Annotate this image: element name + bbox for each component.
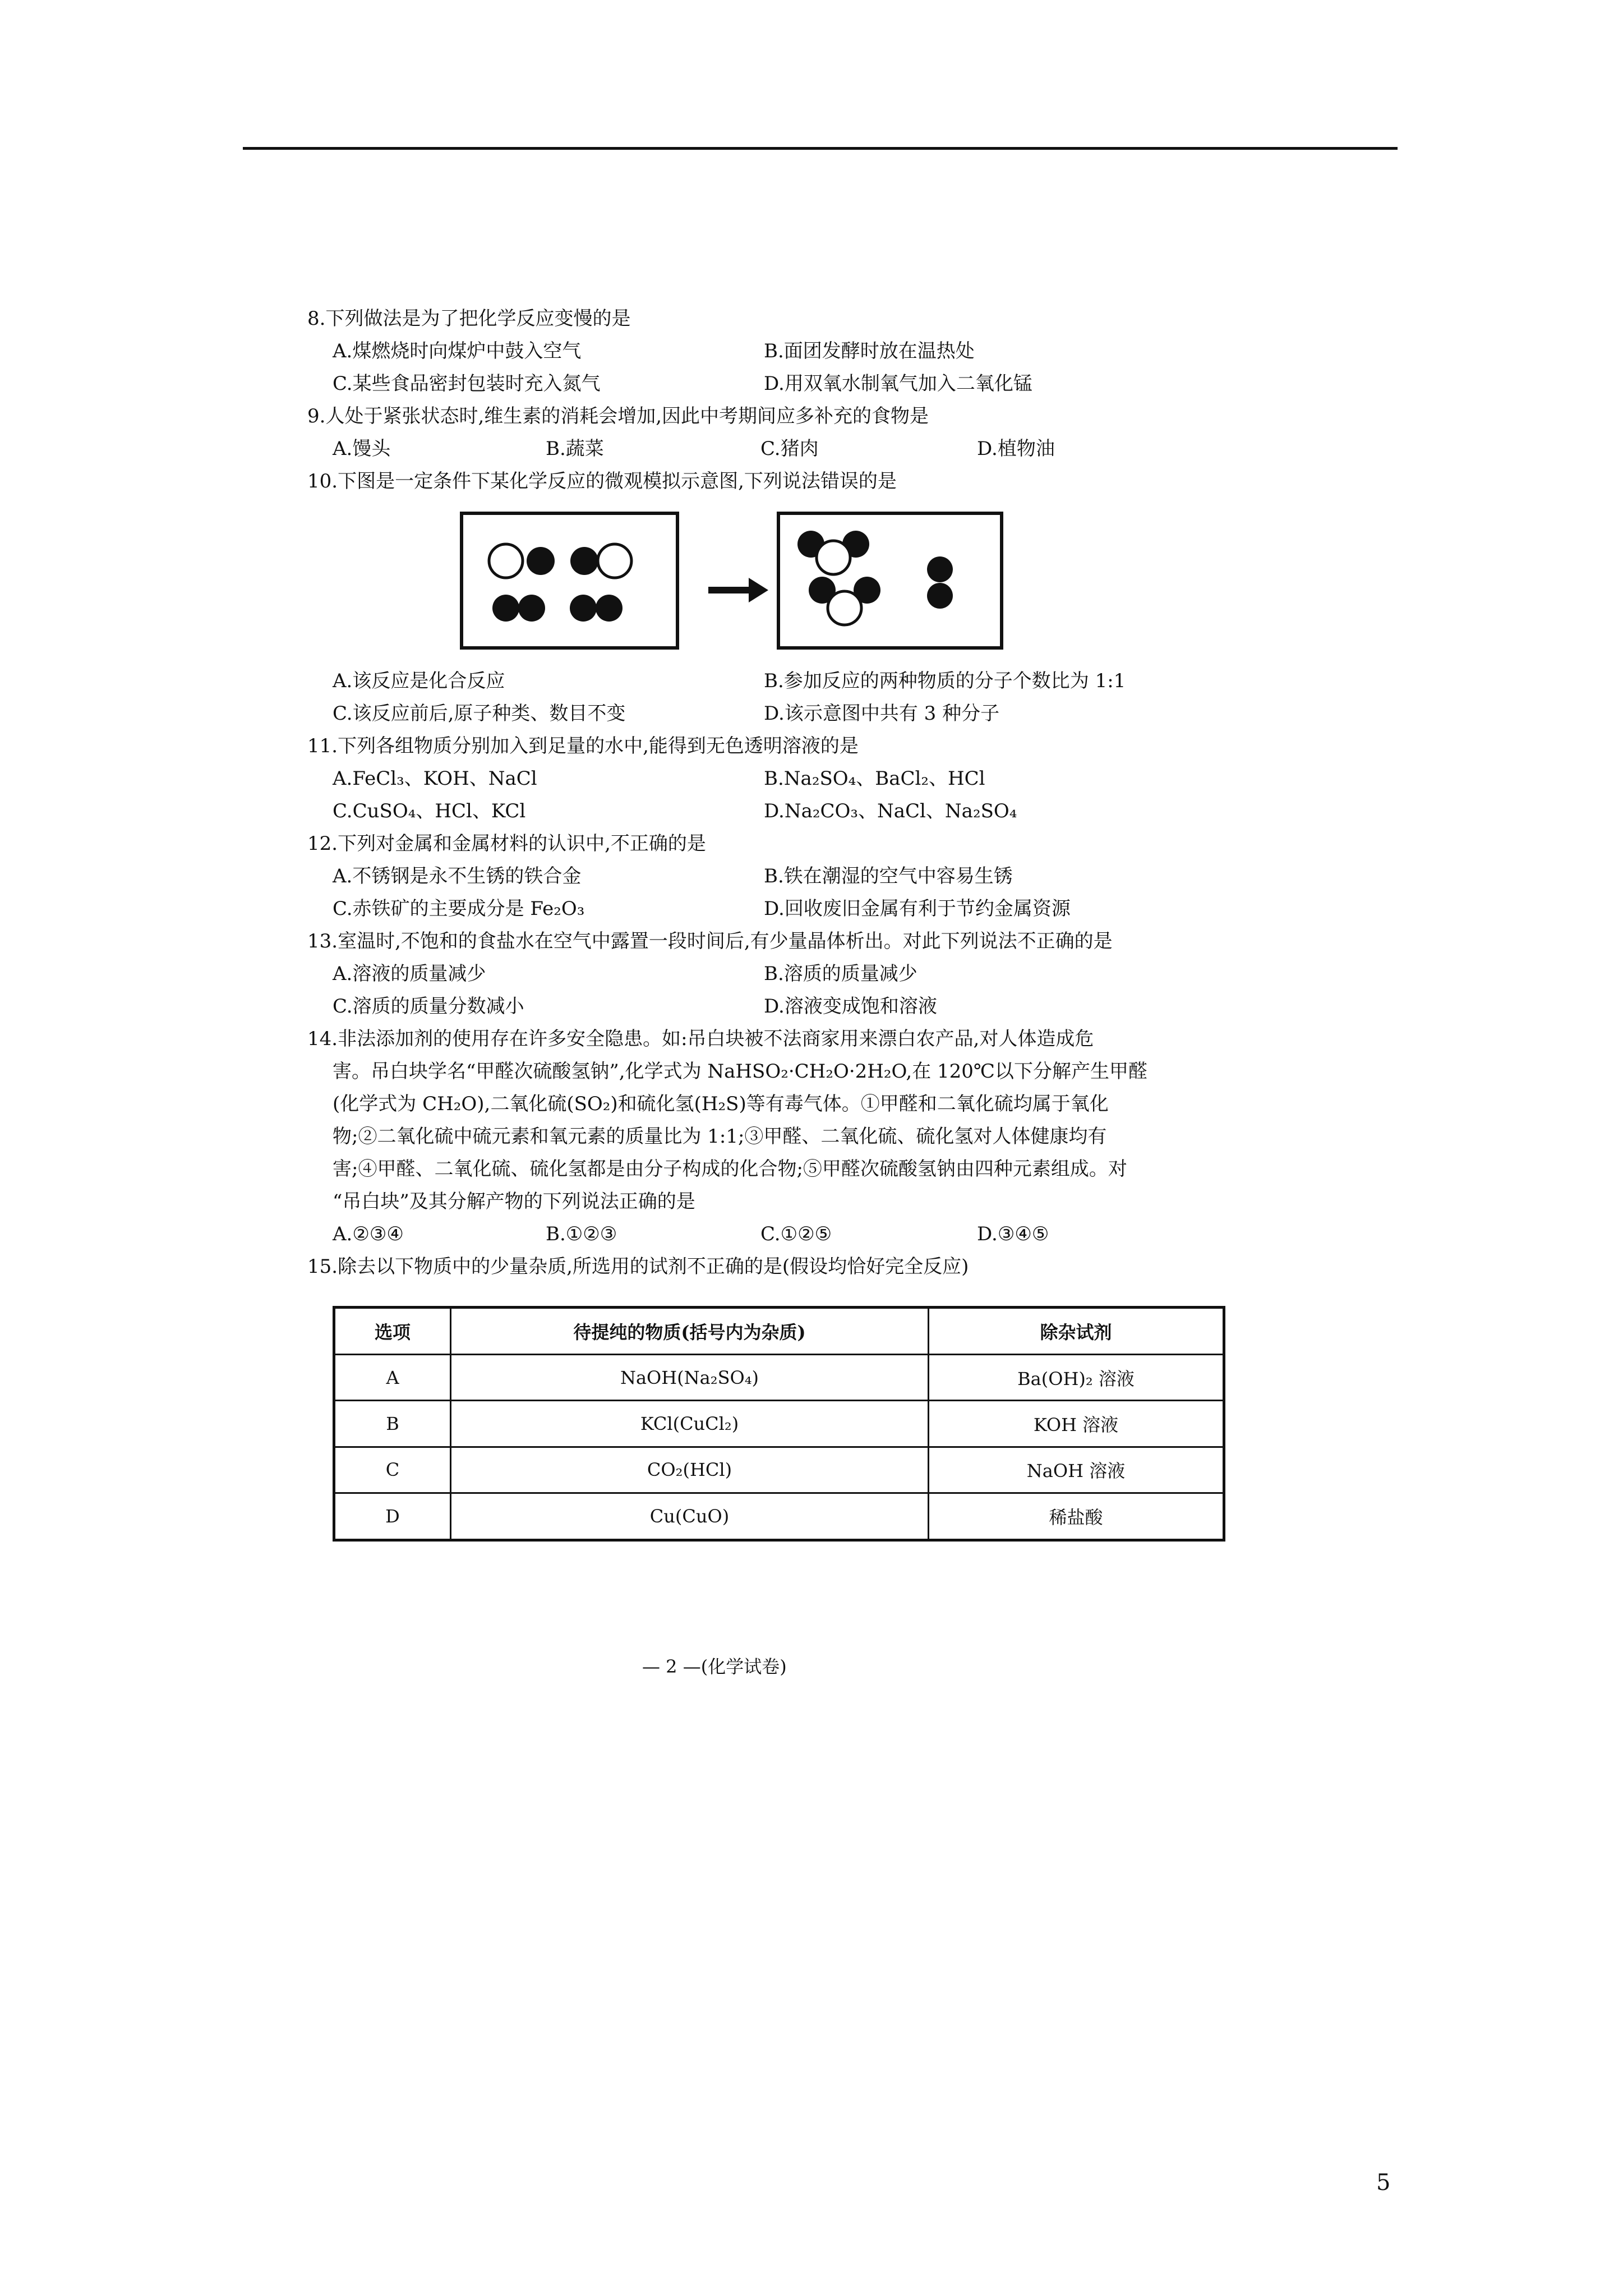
q13-stem: 13.室温时,不饱和的食盐水在空气中露置一段时间后,有少量晶体析出。对此下列说法不正确的是 [307, 930, 1113, 953]
header-reagent: 除杂试剂 [929, 1308, 1224, 1355]
reaction-arrow [708, 578, 768, 602]
table-row [334, 1447, 1224, 1493]
q14-line-1: 14.非法添加剂的使用存在许多安全隐患。如:吊白块被不法商家用来漂白农产品,对人体造成危 [307, 1028, 1094, 1050]
purification-table [333, 1306, 1225, 1542]
q9-option-c: C.猪肉 [760, 438, 819, 460]
q10-option-d: D.该示意图中共有 3 种分子 [764, 702, 1000, 725]
row-substance: CO₂(HCl) [451, 1447, 929, 1493]
q12-option-b: B.铁在潮湿的空气中容易生锈 [764, 865, 1013, 887]
q11-option-a: A.FeCl₃、KOH、NaCl [333, 767, 537, 790]
header-rule [243, 147, 1398, 150]
header-substance: 待提纯的物质(括号内为杂质) [451, 1308, 929, 1355]
q12-option-c: C.赤铁矿的主要成分是 Fe₂O₃ [333, 898, 585, 920]
table-row [334, 1401, 1224, 1447]
q14-line-3: (化学式为 CH₂O),二氧化硫(SO₂)和硫化氢(H₂S)等有毒气体。①甲醛和二氧化硫均属于氧化 [333, 1093, 1109, 1115]
row-substance: KCl(CuCl₂) [451, 1401, 929, 1447]
q10-stem: 10.下图是一定条件下某化学反应的微观模拟示意图,下列说法错误的是 [307, 470, 897, 493]
row-reagent: Ba(OH)₂ 溶液 [929, 1354, 1224, 1400]
q13-option-c: C.溶质的质量分数减小 [333, 995, 524, 1018]
row-reagent: 稀盐酸 [929, 1493, 1224, 1540]
row-reagent: KOH 溶液 [929, 1401, 1224, 1447]
q10-option-a: A.该反应是化合反应 [333, 670, 505, 692]
q8-stem: 8.下列做法是为了把化学反应变慢的是 [307, 307, 631, 330]
q10-option-b: B.参加反应的两种物质的分子个数比为 1:1 [764, 670, 1126, 692]
row-option: D [334, 1493, 451, 1540]
q11-option-d: D.Na₂CO₃、NaCl、Na₂SO₄ [764, 800, 1017, 822]
reactants-box [462, 513, 677, 648]
q13-option-b: B.溶质的质量减少 [764, 963, 917, 985]
table-row [334, 1354, 1224, 1400]
row-reagent: NaOH 溶液 [929, 1447, 1224, 1493]
q11-stem: 11.下列各组物质分别加入到足量的水中,能得到无色透明溶液的是 [307, 735, 859, 757]
row-substance: Cu(CuO) [451, 1493, 929, 1540]
table-header-row [334, 1308, 1224, 1355]
q8-option-b: B.面团发酵时放在温热处 [764, 340, 975, 362]
q8-option-c: C.某些食品密封包装时充入氮气 [333, 372, 601, 395]
q12-option-a: A.不锈钢是永不生锈的铁合金 [333, 865, 582, 887]
q8-option-a: A.煤燃烧时向煤炉中鼓入空气 [333, 340, 582, 362]
q14-option-d: D.③④⑤ [977, 1223, 1049, 1245]
q12-option-d: D.回收废旧金属有利于节约金属资源 [764, 898, 1071, 920]
q13-option-a: A.溶液的质量减少 [333, 963, 486, 985]
page-footer: — 2 —(化学试卷) [642, 1656, 787, 1677]
row-option: C [334, 1447, 451, 1493]
q9-option-b: B.蔬菜 [546, 438, 604, 460]
q13-option-d: D.溶液变成饱和溶液 [764, 995, 937, 1018]
q14-option-b: B.①②③ [546, 1223, 617, 1245]
products-box [778, 513, 1002, 648]
q11-option-c: C.CuSO₄、HCl、KCl [333, 800, 526, 822]
row-option: A [334, 1354, 451, 1400]
q15-stem: 15.除去以下物质中的少量杂质,所选用的试剂不正确的是(假设均恰好完全反应) [307, 1255, 969, 1278]
q10-option-c: C.该反应前后,原子种类、数目不变 [333, 702, 626, 725]
q9-option-d: D.植物油 [977, 438, 1055, 460]
page-number: 5 [1376, 2170, 1391, 2196]
row-substance: NaOH(Na₂SO₄) [451, 1354, 929, 1400]
q14-option-c: C.①②⑤ [760, 1223, 832, 1245]
q8-option-d: D.用双氧水制氧气加入二氧化锰 [764, 372, 1032, 395]
q14-line-2: 害。吊白块学名“甲醛次硫酸氢钠”,化学式为 NaHSO₂·CH₂O·2H₂O,在 120℃以下分解产生甲醛 [333, 1060, 1147, 1083]
row-option: B [334, 1401, 451, 1447]
q9-option-a: A.馒头 [333, 438, 391, 460]
table-row [334, 1493, 1224, 1540]
q14-line-5: 害;④甲醛、二氧化硫、硫化氢都是由分子构成的化合物;⑤甲醛次硫酸氢钠由四种元素组成。对 [333, 1158, 1127, 1180]
q14-option-a: A.②③④ [333, 1223, 404, 1245]
header-option: 选项 [334, 1308, 451, 1355]
q11-option-b: B.Na₂SO₄、BaCl₂、HCl [764, 767, 985, 790]
reaction-diagram [460, 512, 1004, 652]
q14-line-6: “吊白块”及其分解产物的下列说法正确的是 [333, 1190, 695, 1213]
q12-stem: 12.下列对金属和金属材料的认识中,不正确的是 [307, 832, 706, 855]
q14-line-4: 物;②二氧化硫中硫元素和氧元素的质量比为 1:1;③甲醛、二氧化硫、硫化氢对人体健康均有 [333, 1125, 1107, 1148]
q9-stem: 9.人处于紧张状态时,维生素的消耗会增加,因此中考期间应多补充的食物是 [307, 405, 929, 427]
